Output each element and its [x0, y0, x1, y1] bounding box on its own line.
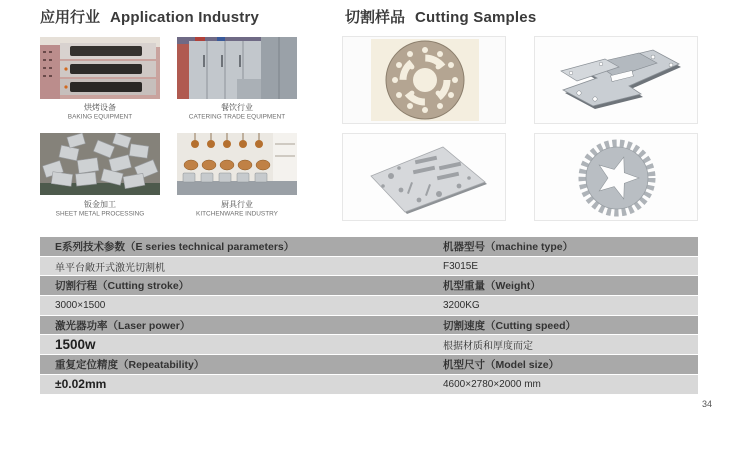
caption-sheet-metal-processing [40, 200, 160, 220]
table-cell-left: 1500w [55, 337, 96, 353]
caption-en: KITCHENWARE INDUSTRY [196, 210, 278, 218]
caption-en: CATERING TRADE EQUIPMENT [188, 113, 286, 121]
table-cell-left: E系列技术参数（E series technical parameters） [55, 240, 295, 253]
caption-zh: 厨具行业 [221, 200, 253, 209]
sheet-metal-bracket-illustration [535, 37, 697, 123]
table-cell-right: F3015E [443, 260, 479, 272]
samples-section-heading [345, 6, 536, 27]
application-title-en: Application Industry [110, 9, 260, 26]
table-cell-left: 切割行程（Cutting stroke） [55, 280, 190, 293]
table-cell-left: 单平台敞开式激光切割机 [55, 262, 165, 274]
caption-en: BAKING EQUIPMENT [67, 113, 133, 121]
samples-title-en: Cutting Samples [415, 9, 537, 26]
caption-zh: 餐饮行业 [221, 103, 253, 112]
table-cell-right: 根据材质和厚度而定 [443, 341, 533, 353]
sheet-metal-parts-pile-illustration [40, 133, 160, 195]
caption-baking-equipment [40, 103, 160, 123]
samples-title-zh: 切割样品 [345, 9, 406, 26]
table-row [40, 335, 698, 354]
sample-sheet-metal-bracket [534, 36, 698, 124]
table-cell-left: 3000×1500 [55, 299, 106, 311]
table-row [40, 375, 698, 394]
table-cell-right: 机型尺寸（Model size） [443, 358, 560, 371]
spec-table [40, 237, 698, 395]
perforated-disc-illustration [343, 37, 505, 123]
slotted-plate-illustration [343, 134, 505, 221]
sample-gear-star-cutout [534, 133, 698, 221]
caption-zh: 烘烤设备 [84, 103, 116, 112]
table-row [40, 355, 698, 374]
application-title-zh: 应用行业 [40, 9, 101, 26]
table-cell-right: 机器型号（machine type） [443, 240, 574, 253]
photo-sheet-metal-processing [40, 133, 160, 195]
table-cell-left: 激光器功率（Laser power） [55, 319, 191, 332]
photo-catering-equipment [177, 37, 297, 99]
sample-perforated-disc [342, 36, 506, 124]
table-cell-right: 机型重量（Weight） [443, 280, 541, 293]
page-number: 34 [701, 399, 712, 409]
table-cell-right: 4600×2780×2000 mm [443, 378, 541, 390]
caption-zh: 钣金加工 [84, 200, 116, 209]
caption-en: SHEET METAL PROCESSING [55, 210, 145, 218]
kitchenware-shop-illustration [177, 133, 297, 195]
caption-catering-equipment [177, 103, 297, 123]
table-row [40, 257, 698, 276]
application-section-heading [40, 6, 259, 27]
table-cell-right: 切割速度（Cutting speed） [443, 319, 576, 332]
stainless-refrigerator-illustration [177, 37, 297, 99]
photo-kitchenware-industry [177, 133, 297, 195]
table-cell-left: ±0.02mm [55, 377, 107, 392]
sample-slotted-plate [342, 133, 506, 221]
baking-ovens-illustration [40, 37, 160, 99]
photo-baking-equipment [40, 37, 160, 99]
table-cell-right: 3200KG [443, 299, 480, 311]
caption-kitchenware-industry [177, 200, 297, 220]
gear-star-cutout-illustration [535, 134, 697, 221]
table-row [40, 296, 698, 315]
table-row [40, 276, 698, 295]
table-row [40, 237, 698, 256]
table-row [40, 316, 698, 335]
table-cell-left: 重复定位精度（Repeatability） [55, 358, 205, 371]
